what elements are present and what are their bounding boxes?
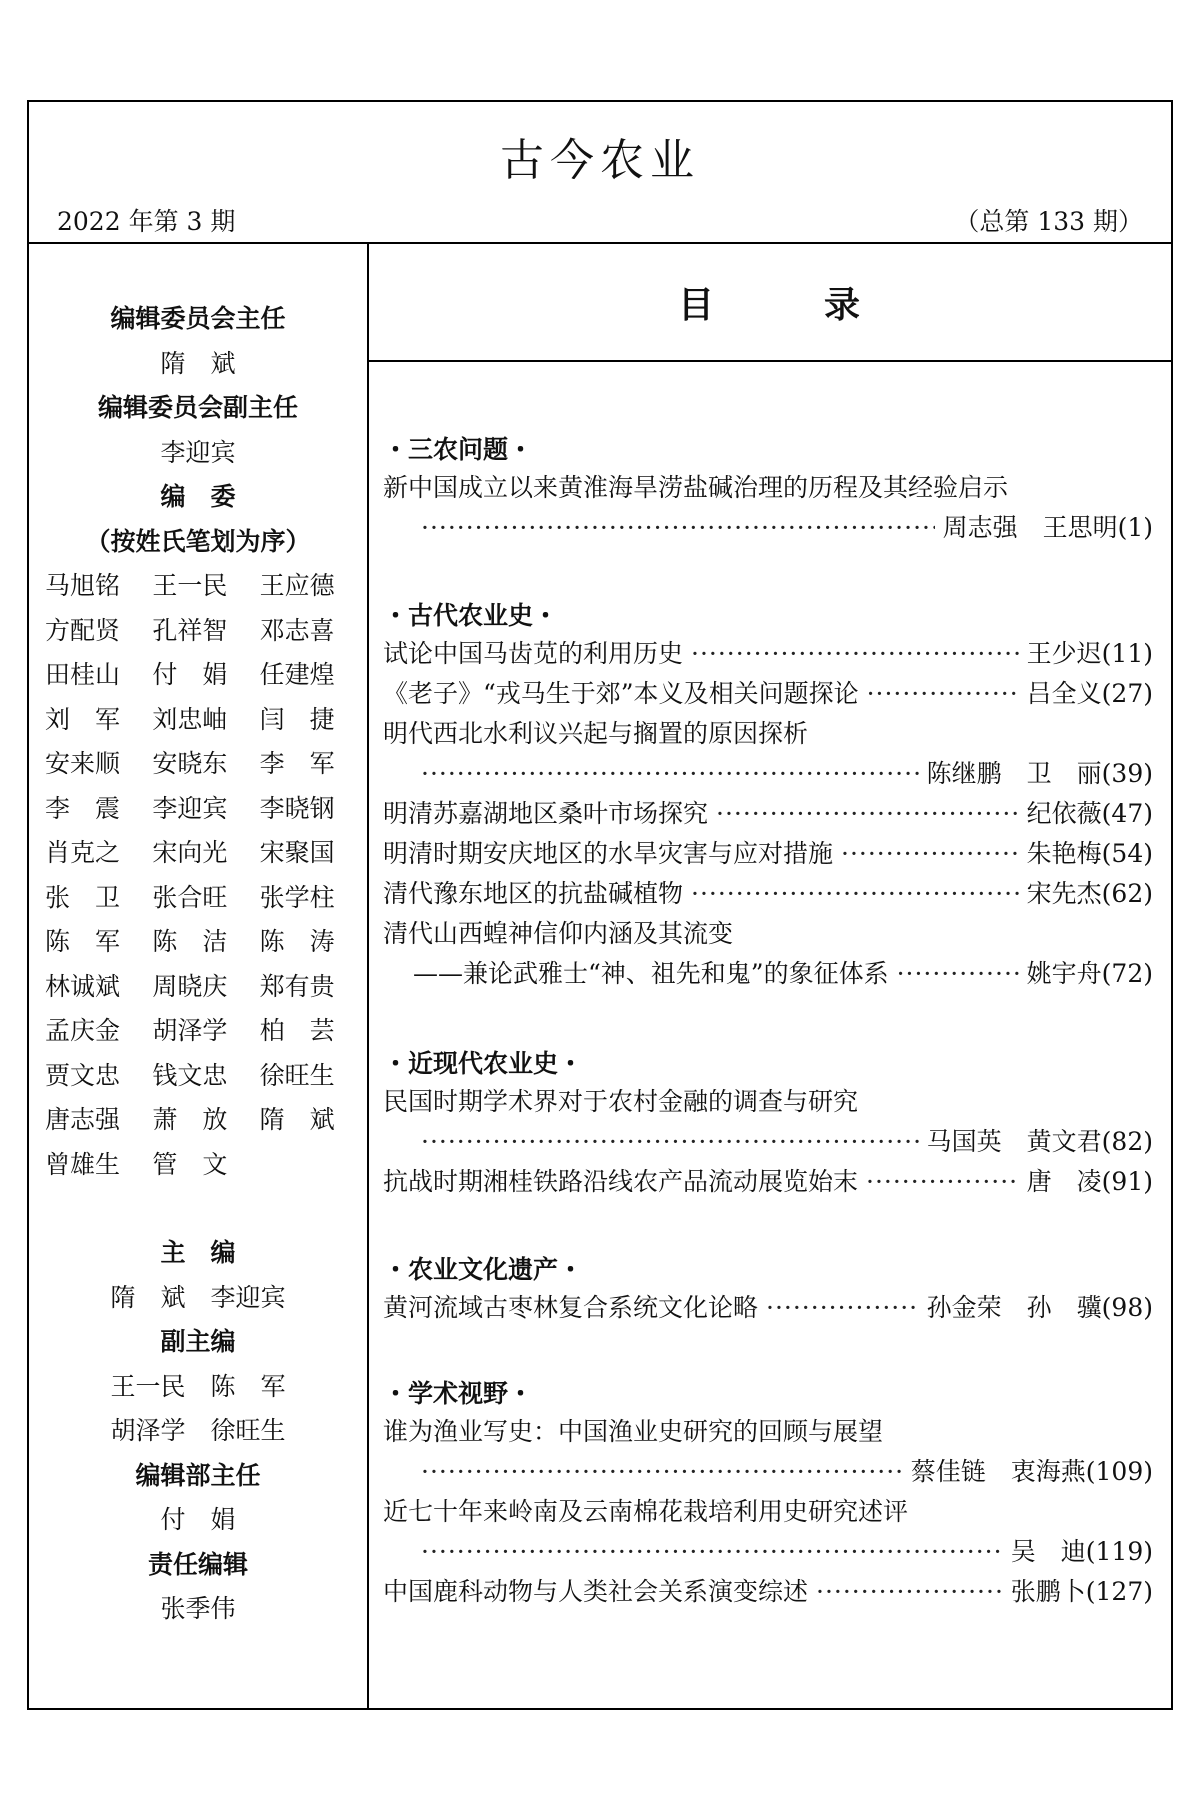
member-name: 王一民 (152, 571, 228, 600)
office-director-label: 编辑部主任 (135, 1460, 261, 1490)
dot-leader (421, 754, 919, 794)
toc-entry (383, 1082, 1153, 1122)
toc-section-heading: ・近现代农业史・ (383, 1049, 584, 1078)
member-name: 张 卫 (45, 882, 121, 912)
member-row (29, 1054, 367, 1099)
article-title: 明代西北水利议兴起与搁置的原因探析 (383, 719, 809, 748)
member-name: 付 娟 (152, 660, 228, 689)
dot-leader (867, 674, 1019, 714)
member-name: 柏 芸 (259, 1016, 335, 1045)
member-name: 孔祥智 (152, 615, 228, 645)
member-row (29, 742, 367, 787)
article-title: 试论中国马齿苋的利用历史 (383, 639, 684, 668)
deputy-editor: 王一民 陈 军 (110, 1371, 286, 1401)
deputy-editor-label: 副主编 (160, 1327, 236, 1356)
toc-entry (383, 674, 1153, 714)
article-title: 明清苏嘉湖地区桑叶市场探究 (383, 799, 709, 828)
article-author-page: 姚宇舟(72) (1026, 959, 1153, 988)
dot-leader (691, 634, 1019, 674)
board-vice-director-label: 编辑委员会副主任 (97, 393, 298, 422)
member-name: 郑有贵 (259, 971, 335, 1001)
member-row (29, 1009, 367, 1054)
dot-leader (691, 874, 1019, 914)
article-author-page: 蔡佳链 衷海燕(109) (910, 1457, 1153, 1486)
member-name: 刘忠岫 (152, 704, 228, 734)
member-name: 张学柱 (259, 882, 335, 912)
dot-leader (716, 794, 1019, 834)
member-name: 管 文 (152, 1149, 228, 1179)
member-name: 王应德 (259, 571, 335, 600)
member-row (29, 609, 367, 654)
article-author-page: 马国英 黄文君(82) (926, 1127, 1153, 1156)
member-name: 安晓东 (152, 749, 228, 778)
chief-editor: 隋 斌 李迎宾 (110, 1282, 286, 1312)
member-name: 安来顺 (45, 749, 121, 778)
member-name: 闫 捷 (259, 704, 335, 734)
member-name: 曾雄生 (45, 1149, 121, 1179)
member-name: 孟庆金 (45, 1016, 121, 1045)
article-author-page: 孙金荣 孙 骥(98) (926, 1293, 1153, 1322)
page-frame (27, 100, 1173, 1710)
member-row (29, 1098, 367, 1143)
toc-section-heading: ・学术视野・ (383, 1379, 534, 1408)
toc-entry (383, 714, 1153, 754)
member-name: 徐旺生 (259, 1060, 335, 1090)
board-members-label: 编 委 (160, 482, 236, 511)
member-name: 宋向光 (152, 838, 228, 867)
article-author-page: 纪依薇(47) (1026, 799, 1153, 828)
dot-leader (421, 508, 935, 548)
member-row (29, 920, 367, 965)
article-title: 谁为渔业写史：中国渔业史研究的回顾与展望 (383, 1417, 884, 1446)
member-name: 方配贤 (45, 615, 121, 645)
article-title: 民国时期学术界对于农村金融的调查与研究 (383, 1087, 859, 1116)
member-name: 肖克之 (45, 838, 121, 867)
member-row (29, 965, 367, 1010)
board-director-label: 编辑委员会主任 (110, 304, 286, 333)
article-title: 抗战时期湘桂铁路沿线农产品流动展览始末 (383, 1167, 859, 1196)
member-name: 宋聚国 (259, 838, 335, 867)
article-title: 近七十年来岭南及云南棉花栽培利用史研究述评 (383, 1497, 909, 1526)
toc-entry (383, 754, 1153, 794)
member-name: 钱文忠 (152, 1060, 228, 1090)
member-row (29, 698, 367, 743)
member-name: 唐志强 (45, 1105, 121, 1134)
journal-title: 古今农业 (500, 135, 700, 186)
member-name: 胡泽学 (152, 1016, 228, 1045)
article-title: 明清时期安庆地区的水旱灾害与应对措施 (383, 839, 834, 868)
toc-entry (383, 508, 1153, 548)
total-issue-number: （总第 133 期） (954, 207, 1143, 236)
member-name: 李晓钢 (259, 793, 335, 823)
member-name: 李 军 (259, 749, 335, 778)
toc-entry (383, 1412, 1153, 1452)
toc-entry (383, 914, 1153, 954)
member-name: 贾文忠 (45, 1060, 121, 1090)
article-title: 新中国成立以来黄淮海旱涝盐碱治理的历程及其经验启示 (383, 473, 1009, 502)
toc-entry (383, 1572, 1153, 1612)
member-row (29, 653, 367, 698)
toc-entry (383, 634, 1153, 674)
member-name: 李迎宾 (152, 793, 228, 823)
article-author-page: 朱艳梅(54) (1026, 839, 1153, 868)
toc-section-heading: ・古代农业史・ (383, 601, 559, 630)
toc-entry (383, 1288, 1153, 1328)
toc-heading: 目录 (677, 285, 970, 326)
article-title: 清代豫东地区的抗盐碱植物 (383, 879, 684, 908)
member-name: 李 震 (45, 793, 121, 823)
article-author-page: 吴 迪(119) (1010, 1537, 1153, 1566)
member-row (29, 831, 367, 876)
board-director: 隋 斌 (160, 348, 236, 378)
member-name: 邓志喜 (259, 615, 335, 645)
member-name: 隋 斌 (259, 1105, 335, 1134)
issue-number: 2022 年第 3 期 (57, 207, 236, 236)
article-author-page: 宋先杰(62) (1026, 879, 1153, 908)
toc-entry (383, 1452, 1153, 1492)
board-members-note: （按姓氏笔划为序） (85, 526, 311, 556)
article-title: 《老子》“戎马生于郊”本义及相关问题探论 (383, 679, 859, 708)
toc-entry (383, 874, 1153, 914)
member-name: 刘 军 (45, 704, 121, 734)
member-row (29, 564, 367, 609)
article-author-page: 唐 凌(91) (1026, 1167, 1153, 1196)
toc-entry (383, 834, 1153, 874)
toc-entry (383, 1162, 1153, 1202)
article-author-page: 王少迟(11) (1026, 639, 1153, 668)
toc-entry (383, 1122, 1153, 1162)
article-subtitle: ——兼论武雅士“神、祖先和鬼”的象征体系 (413, 959, 889, 988)
column-divider (367, 242, 369, 1708)
toc-entry (383, 794, 1153, 834)
article-title: 中国鹿科动物与人类社会关系演变综述 (383, 1577, 809, 1606)
member-name: 萧 放 (152, 1105, 228, 1134)
dot-leader (421, 1452, 903, 1492)
toc-section-heading: ・农业文化遗产・ (383, 1255, 584, 1284)
office-director: 付 娟 (160, 1505, 236, 1534)
dot-leader (841, 834, 1019, 874)
member-name: 任建煌 (259, 660, 335, 689)
article-author-page: 陈继鹏 卫 丽(39) (926, 759, 1153, 788)
responsible-editor-label: 责任编辑 (147, 1549, 248, 1579)
toc-entry (383, 468, 1153, 508)
member-name: 马旭铭 (45, 571, 121, 600)
toc-entry (383, 1492, 1153, 1532)
article-author-page: 张鹏卜(127) (1010, 1577, 1153, 1606)
member-name: 田桂山 (45, 660, 121, 689)
toc-entry (383, 1532, 1153, 1572)
member-name: 周晓庆 (152, 971, 228, 1001)
header-divider (29, 242, 1171, 244)
member-name: 张合旺 (152, 882, 228, 912)
article-author-page: 周志强 王思明(1) (942, 513, 1153, 542)
editorial-board (29, 297, 367, 1632)
article-title: 黄河流域古枣林复合系统文化论略 (383, 1293, 759, 1322)
toc-entry (383, 954, 1153, 994)
dot-leader (866, 1162, 1019, 1202)
member-name: 陈 军 (45, 927, 121, 956)
board-vice-director: 李迎宾 (160, 437, 236, 467)
member-name (260, 1143, 367, 1188)
toc-heading-divider (367, 360, 1171, 362)
member-row (29, 1143, 367, 1188)
chief-editor-label: 主 编 (160, 1238, 236, 1267)
member-row (29, 787, 367, 832)
dot-leader (421, 1532, 1003, 1572)
responsible-editor: 张季伟 (160, 1594, 236, 1623)
article-title: 清代山西蝗神信仰内涵及其流变 (383, 919, 734, 948)
member-row (29, 876, 367, 921)
member-name: 陈 涛 (259, 927, 335, 956)
dot-leader (766, 1288, 919, 1328)
dot-leader (421, 1122, 919, 1162)
dot-leader (816, 1572, 1003, 1612)
member-name: 陈 洁 (152, 927, 228, 956)
deputy-editor: 胡泽学 徐旺生 (110, 1416, 286, 1445)
member-name: 林诚斌 (45, 971, 121, 1001)
article-author-page: 吕全义(27) (1026, 679, 1153, 708)
toc-section-heading: ・三农问题・ (383, 435, 534, 464)
spacer (29, 1187, 367, 1231)
dot-leader (897, 954, 1019, 994)
